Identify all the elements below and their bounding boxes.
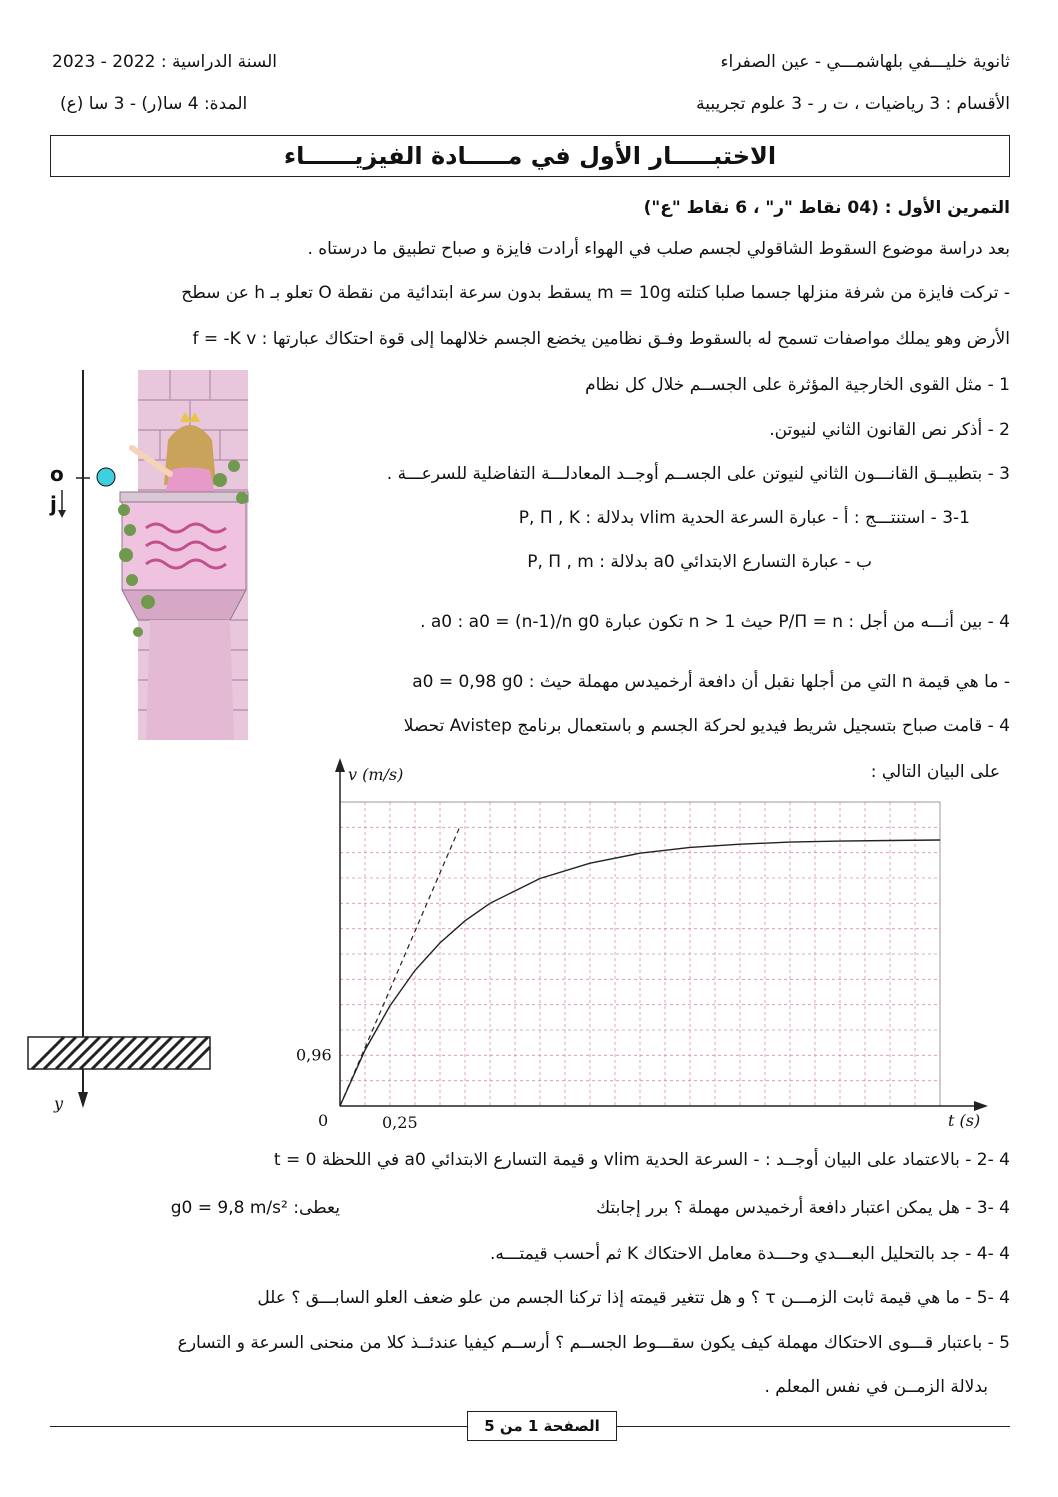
origin-tick-label: 0 (318, 1111, 329, 1130)
exercise-intro: بعد دراسة موضوع السقوط الشاقولي لجسم صلب في الهواء أرادت فايزة و صباح تطبيق ما درستاه . (307, 239, 1010, 259)
exam-duration: المدة: 4 سا(ر) - 3 سا (ع) (60, 94, 248, 114)
question-4-5: 4 -5 - ما هي قيمة ثابت الزمـــن τ ؟ و هل تتغير قيمته إذا تركنا الجسم من علو ضعف العلو السابـــق ؟ علل (257, 1288, 1010, 1308)
school-year: السنة الدراسية : 2022 - 2023 (52, 52, 277, 72)
exercise-line-2: - تركت فايزة من شرفة منزلها جسما صلبا كتلته m = 10g يسقط بدون سرعة ابتدائية من نقطة O تعلو بـ h عن سطح (181, 283, 1010, 303)
question-4-a: 4 - بين أنـــه من أجل : P/Π = n حيث n > 1 تكون عبارة a0 : a0 = (n-1)/n g0 . (420, 612, 1010, 632)
j-label: j (50, 492, 57, 516)
falling-ball (97, 468, 115, 486)
y-axis-arrowhead (335, 758, 345, 772)
question-5-b: بدلالة الزمــن في نفس المعلم . (764, 1377, 988, 1397)
tower-column (146, 620, 234, 740)
question-3-1-a: 3-1 - استنتـــج : أ - عبارة السرعة الحدية vlim بدلالة : P, Π , K (518, 508, 970, 528)
exam-title-box (50, 135, 1010, 177)
y-axis-label: v (m/s) (348, 765, 404, 784)
balcony-base (122, 590, 246, 620)
exercise-line-3: الأرض وهو يملك مواصفات تسمح له بالسقوط وفـق نظامين يخضع الجسم خلالهما إلى قوة احتكاك عبارتها : f = -K v (192, 329, 1010, 349)
school-name: ثانوية خليـــفي بلهاشمـــي - عين الصفراء (720, 52, 1010, 72)
footer-line-left (50, 1426, 467, 1427)
x-tick-label: 0,25 (382, 1113, 418, 1132)
question-4-d: على البيان التالي : (870, 762, 1000, 782)
y-axis-arrow (78, 1092, 88, 1108)
question-3: 3 - بتطبيــق القانـــون الثاني لنيوتن على الجســم أوجــد المعادلـــة التفاضلية للسرعـــة . (386, 464, 1010, 484)
x-axis-arrowhead (974, 1101, 988, 1111)
exercise-heading: التمرين الأول : (04 نقاط "ر" ، 6 نقاط "ع") (643, 198, 1010, 218)
question-3-1-b: ب - عبارة التسارع الابتدائي a0 بدلالة : P, Π , m (527, 552, 872, 572)
question-4-c: 4 - قامت صباح بتسجيل شريط فيديو لحركة الجسم و باستعمال برنامج Avistep تحصلا (403, 716, 1010, 736)
page-number: الصفحة 1 من 5 (467, 1411, 617, 1441)
unit-vector-j-arrow (58, 510, 66, 518)
tangent-line (340, 826, 460, 1106)
given-g0: يعطى: g0 = 9,8 m/s² (170, 1198, 340, 1218)
y-axis-label: y (54, 1094, 64, 1113)
question-4-2: 4 -2 - بالاعتماد على البيان أوجــد : - السرعة الحدية vlim و قيمة التسارع الابتدائي a0 في اللحظة t = 0 (273, 1150, 1010, 1170)
footer-line-right (617, 1426, 1010, 1427)
origin-label: o (50, 462, 64, 486)
question-1: 1 - مثل القوى الخارجية المؤثرة على الجســم خلال كل نظام (585, 375, 1010, 395)
exam-title: الاختبـــــار الأول في مـــــادة الفيزيــــــاء (283, 142, 777, 170)
y-tick-label: 0,96 (296, 1045, 332, 1065)
divisions: الأقسام : 3 رياضيات ، ت ر - 3 علوم تجريبية (696, 94, 1010, 114)
question-2: 2 - أذكر نص القانون الثاني لنيوتن. (769, 420, 1010, 440)
x-axis-label: t (s) (948, 1111, 981, 1130)
velocity-chart (290, 750, 990, 1140)
question-4-3: 4 -3 - هل يمكن اعتبار دافعة أرخميدس مهملة ؟ برر إجابتك (596, 1198, 1010, 1218)
question-5-a: 5 - باعتبار قـــوى الاحتكاك مهملة كيف يكون سقـــوط الجســم ؟ أرســم كيفيا عندئــذ كلا من منحنى السرعة و التسارع (177, 1333, 1010, 1353)
question-4-b: - ما هي قيمة n التي من أجلها نقبل أن دافعة أرخميدس مهملة حيث : a0 = 0,98 g0 (412, 672, 1010, 692)
question-4-4: 4 -4 - جد بالتحليل البعـــدي وحـــدة معامل الاحتكاك K ثم أحسب قيمتـــه. (489, 1244, 1010, 1264)
balcony-rail (120, 492, 248, 502)
